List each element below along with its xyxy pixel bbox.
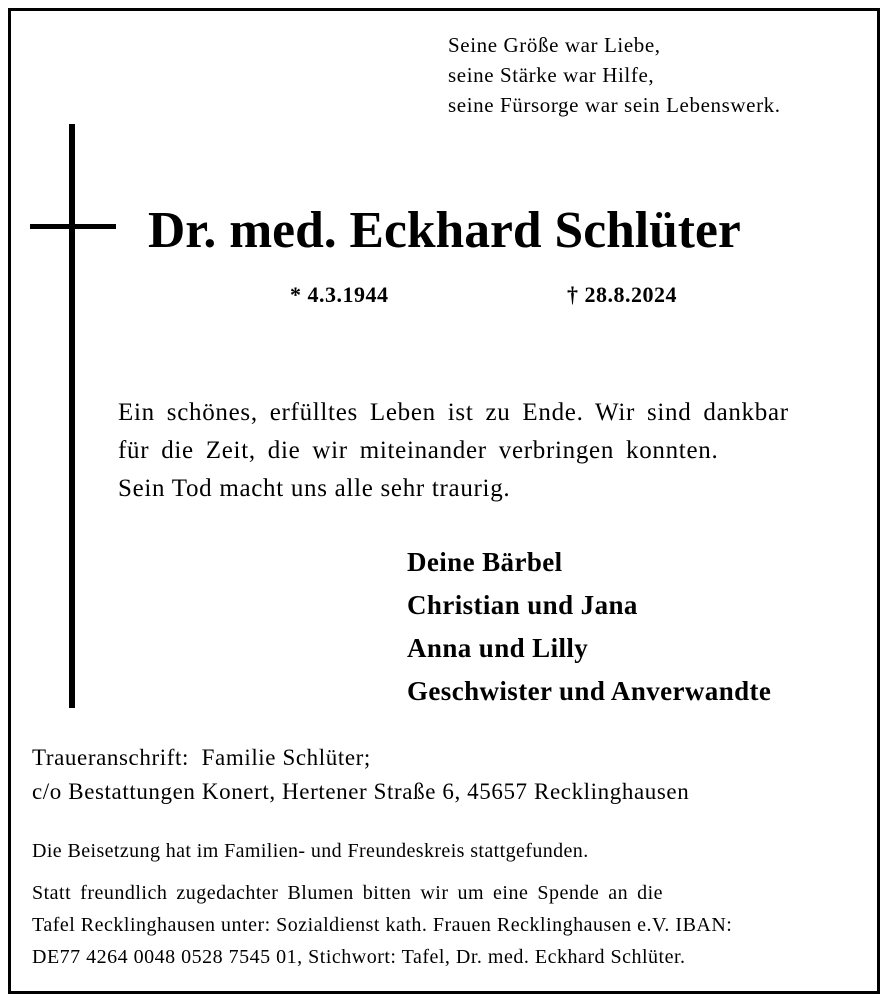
donation-line: DE77 4264 0048 0528 7545 01, Stichwort: Tafel, Dr. med. Eckhard Schlüter.	[32, 946, 686, 968]
mourning-address	[32, 741, 689, 809]
birth-date: * 4.3.1944	[290, 282, 389, 307]
donation-note	[32, 877, 732, 973]
deceased-name: Dr. med. Eckhard Schlüter	[148, 202, 741, 259]
mourning-text	[118, 394, 789, 508]
donation-line: Tafel Recklinghausen unter: Sozialdienst kath. Frauen Recklinghausen e.V. IBAN:	[32, 914, 733, 936]
motto-line: seine Fürsorge war sein Lebenswerk.	[448, 93, 781, 117]
mourner: Geschwister und Anverwandte	[407, 676, 772, 706]
donation-line: Statt freundlich zugedachter Blumen bitten wir um eine Spende an die	[32, 882, 664, 904]
cross-icon	[69, 124, 75, 708]
motto-line: seine Stärke war Hilfe,	[448, 63, 655, 87]
text-line: Ein schönes, erfülltes Leben ist zu Ende. Wir sind dankbar	[118, 399, 789, 426]
mourner: Anna und Lilly	[407, 633, 589, 663]
motto-line: Seine Größe war Liebe,	[448, 33, 661, 57]
cross-icon-beam	[30, 224, 116, 229]
funeral-note: Die Beisetzung hat im Familien- und Freundeskreis stattgefunden.	[32, 840, 589, 862]
address-line: Traueranschrift: Familie Schlüter;	[32, 745, 371, 770]
motto	[448, 30, 781, 120]
text-line: für die Zeit, die wir miteinander verbringen konnten.	[118, 437, 719, 464]
mourner: Deine Bärbel	[407, 547, 563, 577]
text-line: Sein Tod macht uns alle sehr traurig.	[118, 475, 511, 502]
death-date: † 28.8.2024	[567, 282, 677, 307]
address-line: c/o Bestattungen Konert, Hertener Straße 6, 45657 Recklinghausen	[32, 779, 690, 804]
mourners-list	[407, 541, 771, 713]
mourner: Christian und Jana	[407, 590, 638, 620]
